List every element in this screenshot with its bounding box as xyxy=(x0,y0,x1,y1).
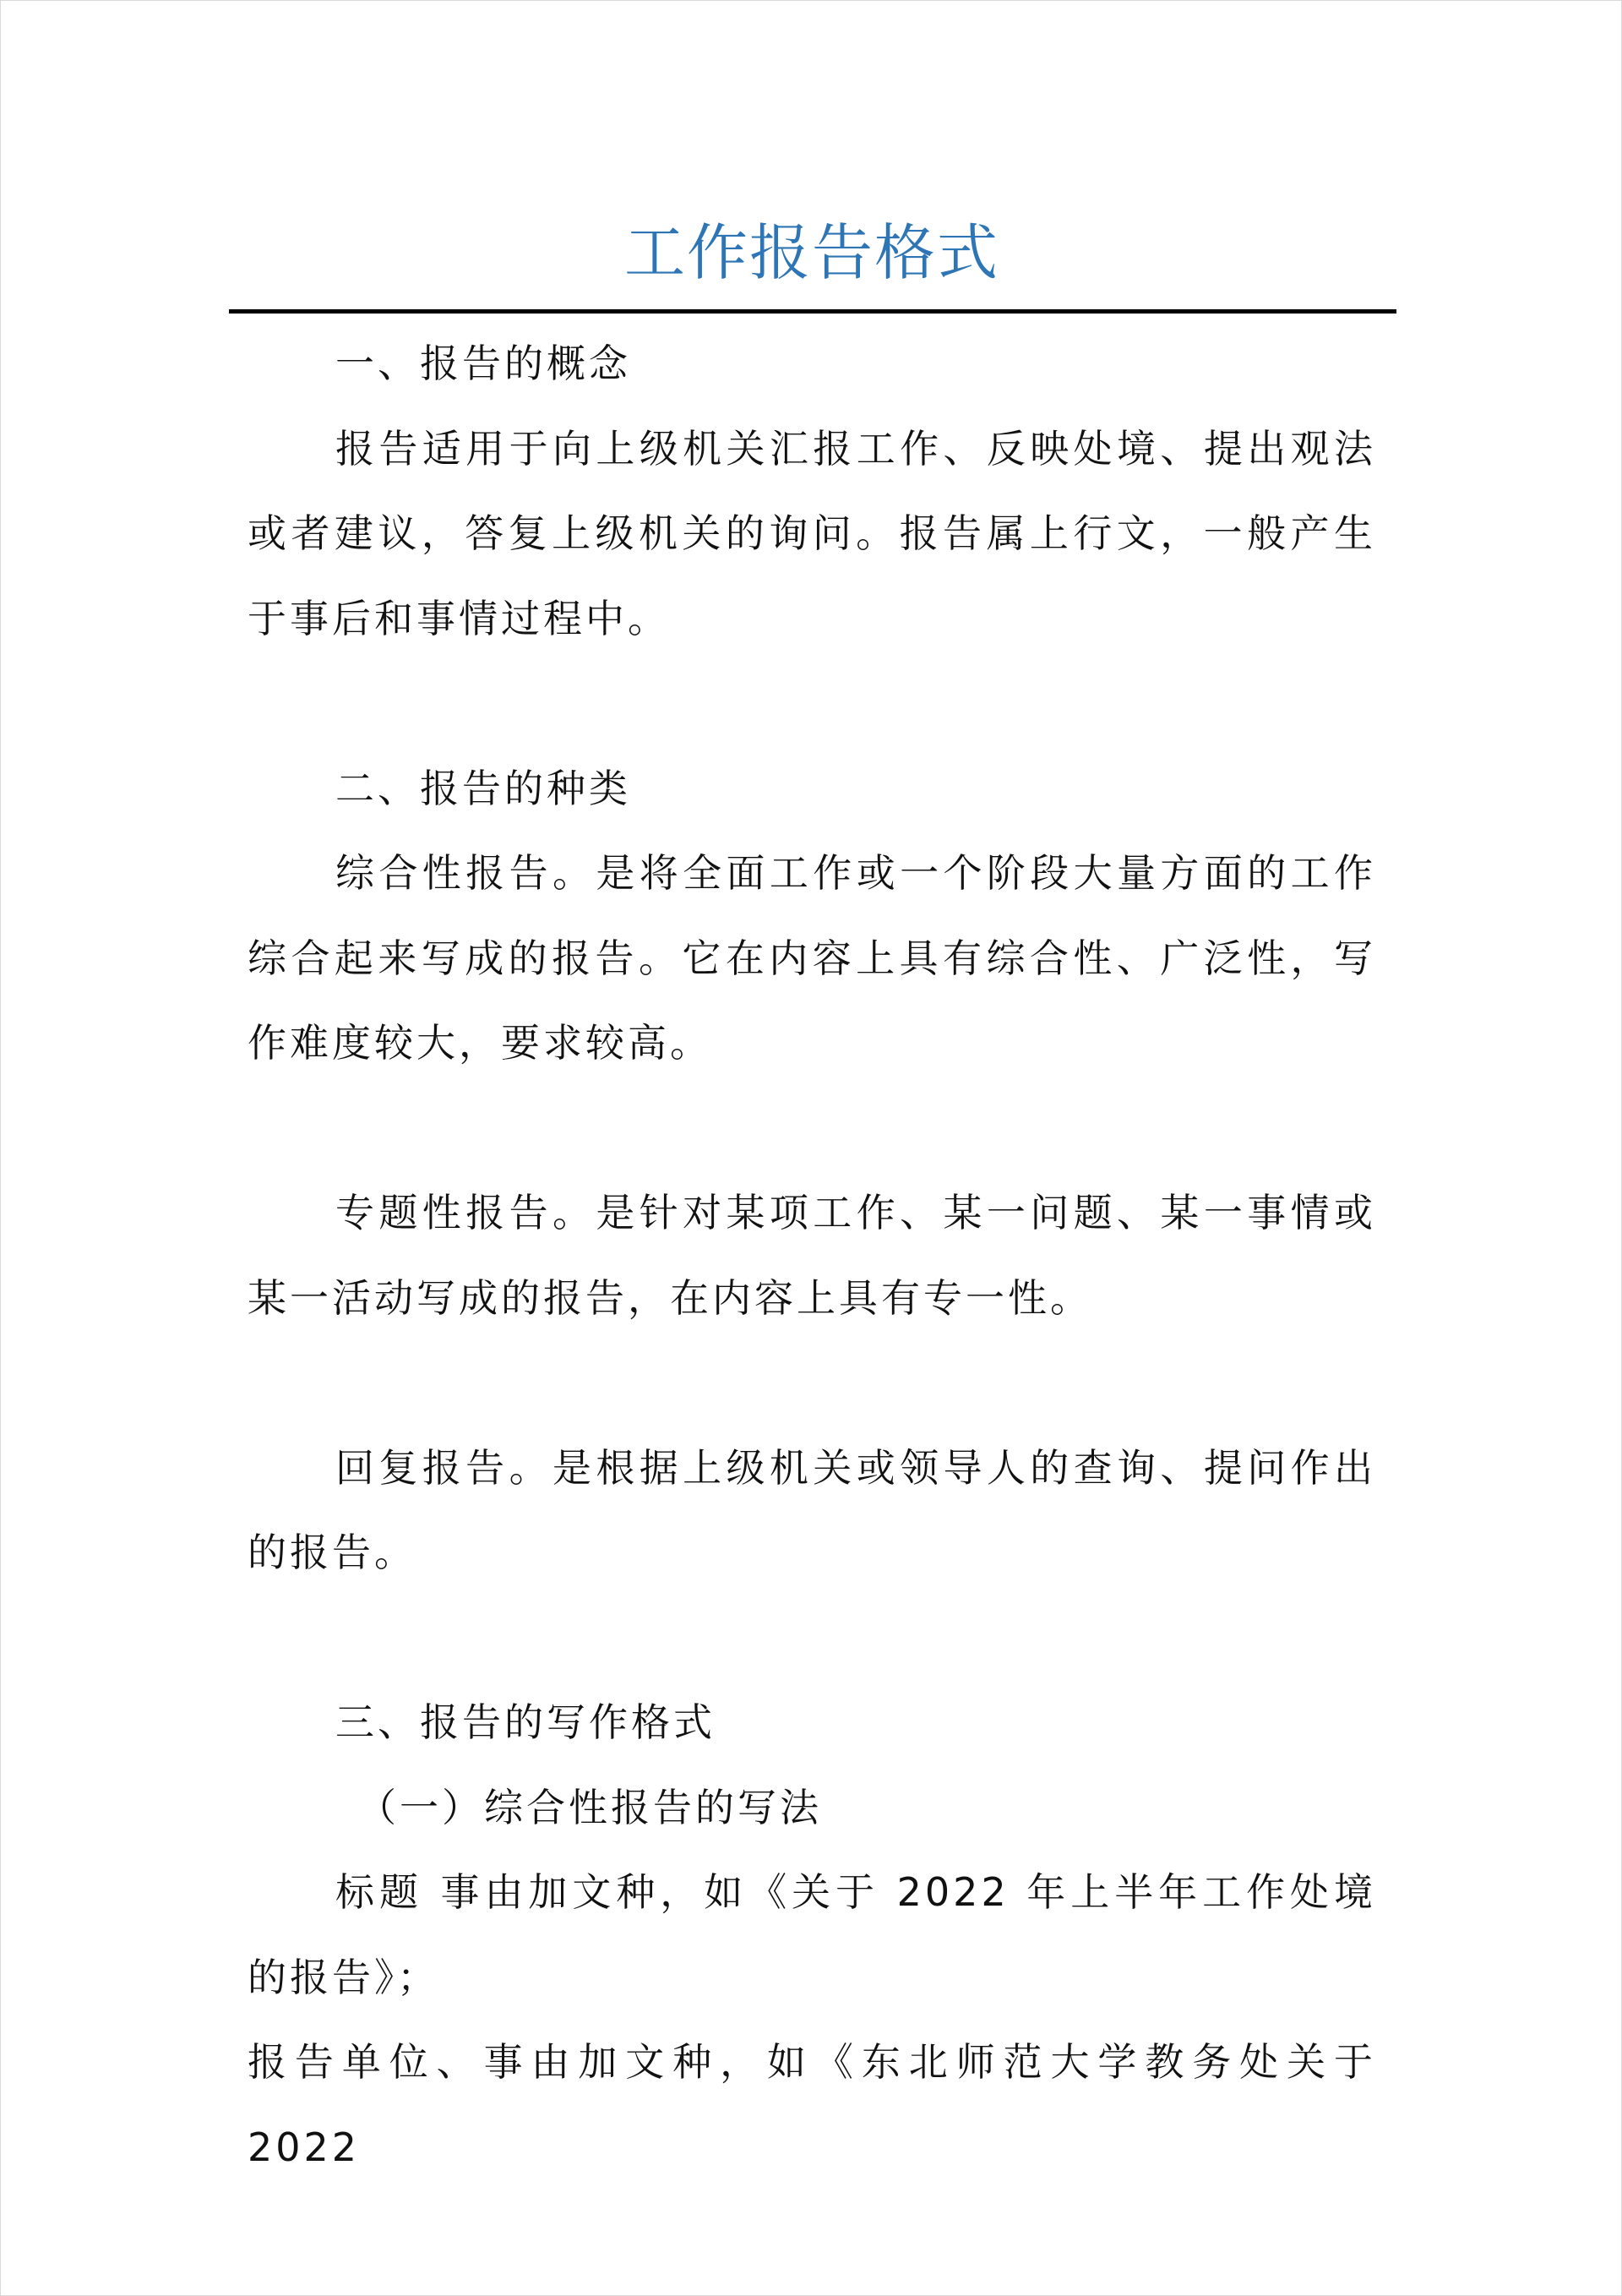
title-underline-rule xyxy=(229,309,1396,314)
paragraph-concept: 报告适用于向上级机关汇报工作、反映处境、提出观法或者建议，答复上级机关的询问。报告属上行文，一般产生于事后和事情过程中。 xyxy=(248,425,1376,641)
heading-concept: 一、报告的概念 xyxy=(335,341,631,386)
paragraph-comprehensive-report: 综合性报告。是将全面工作或一个阶段大量方面的工作综合起来写成的报告。它在内容上具有综合性、广泛性，写作难度较大，要求较高。 xyxy=(248,850,1376,1066)
heading-types: 二、报告的种类 xyxy=(335,765,631,811)
paragraph-title-example: 标题 事由加文种，如《关于 2022 年上半年工作处境的报告》； xyxy=(248,1869,1376,2000)
heading-format: 三、报告的写作格式 xyxy=(335,1699,716,1745)
subheading-comprehensive-writing: （一）综合性报告的写法 xyxy=(357,1784,822,1830)
blank-line xyxy=(248,661,1376,746)
blank-line xyxy=(248,1340,1376,1426)
paragraph-special-report: 专题性报告。是针对某项工作、某一问题、某一事情或某一活动写成的报告，在内容上具有专一性。 xyxy=(248,1190,1376,1321)
paragraph-unit-example: 报告单位、事由加文种，如《东北师范大学教务处关于 2022 xyxy=(248,2039,1376,2170)
document-title: 工作报告格式 xyxy=(623,217,999,288)
document-body xyxy=(248,321,1376,2190)
blank-line xyxy=(248,1086,1376,1171)
blank-line xyxy=(248,1595,1376,1681)
paragraph-reply-report: 回复报告。是根据上级机关或领导人的查询、提问作出的报告。 xyxy=(248,1444,1376,1575)
